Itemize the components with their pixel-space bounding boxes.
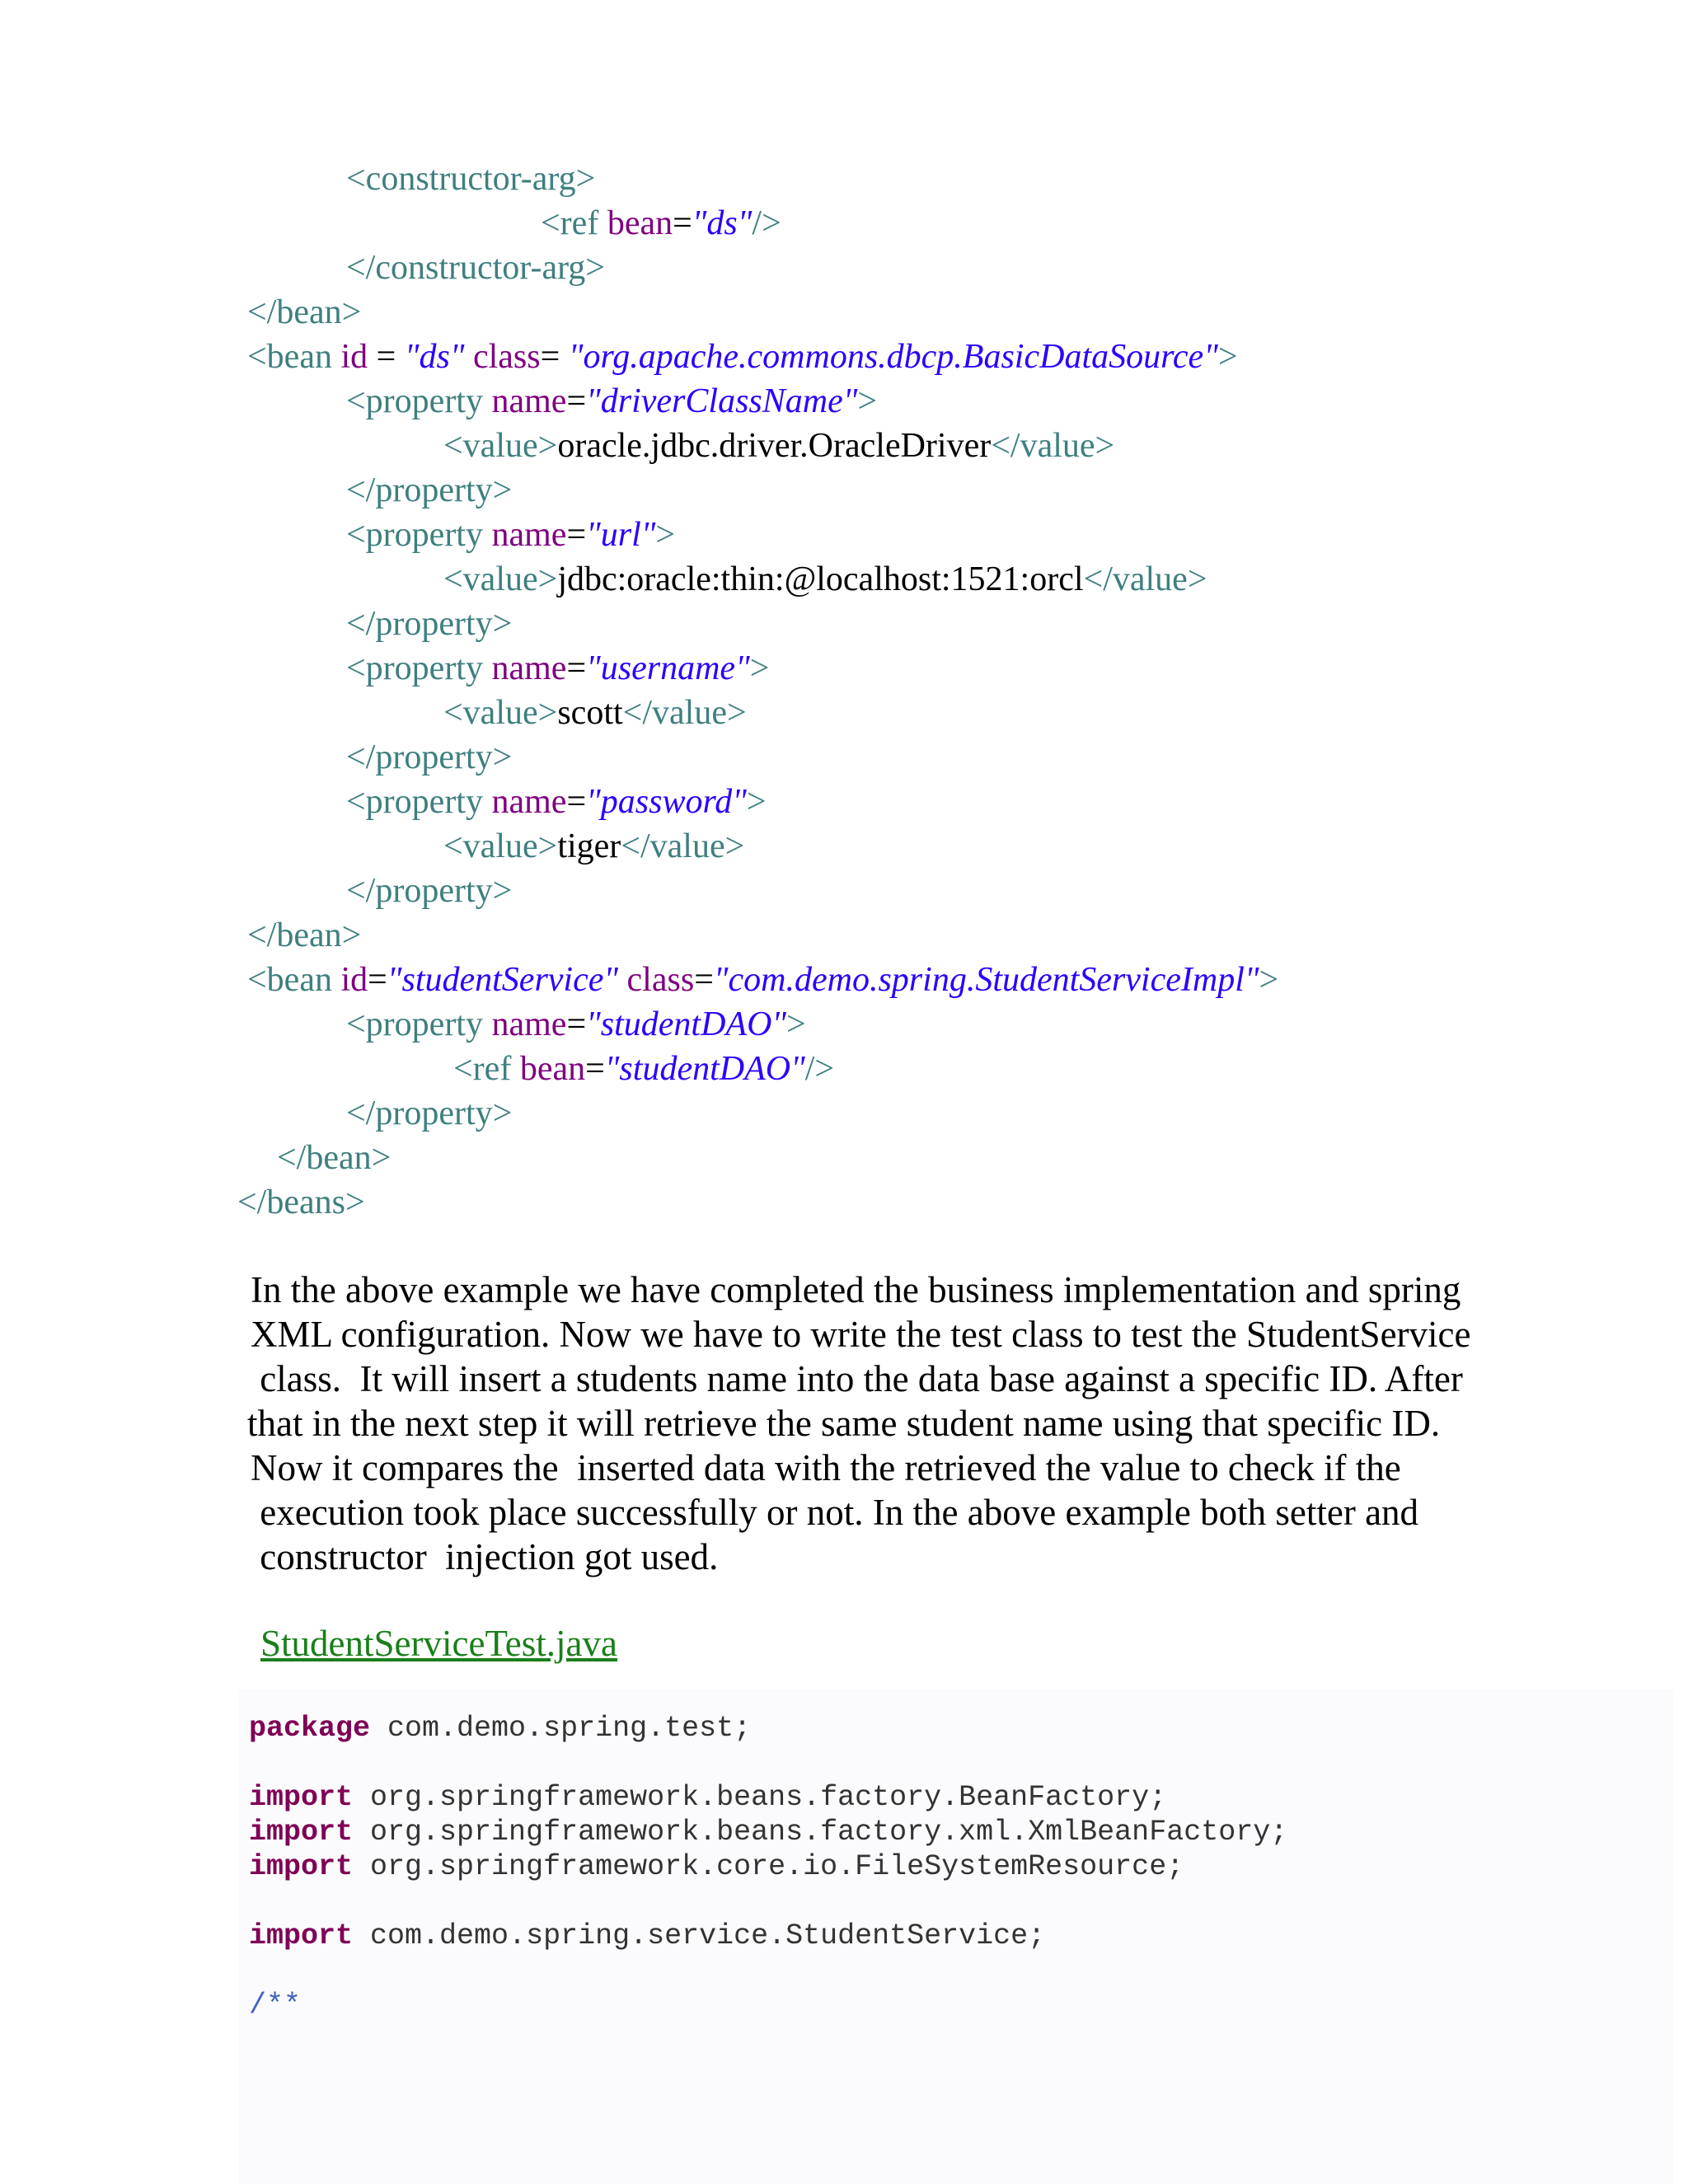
- xml-token: <bean: [247, 338, 341, 376]
- xml-token: </value>: [622, 694, 747, 732]
- xml-line: [346, 468, 512, 513]
- xml-token: =: [566, 1005, 587, 1043]
- code-token: import: [249, 1919, 354, 1952]
- xml-token: bean: [607, 204, 673, 242]
- xml-line: [541, 201, 781, 246]
- xml-line: [247, 958, 1278, 1002]
- code-line: [249, 1919, 1045, 1953]
- xml-token: />: [804, 1050, 835, 1088]
- xml-token: id: [340, 961, 368, 999]
- xml-token: "studentDAO": [586, 1005, 787, 1043]
- xml-token: >: [1217, 338, 1238, 376]
- code-line: [249, 1988, 301, 2022]
- xml-token: name: [491, 649, 567, 687]
- paragraph-line: Now it compares the inserted data with the retrieved the value to check if the: [251, 1447, 1401, 1488]
- xml-token: </beans>: [237, 1183, 365, 1221]
- xml-token: <ref: [541, 204, 607, 242]
- xml-token: <value>: [443, 427, 558, 465]
- xml-token: =: [566, 382, 587, 420]
- code-token: package: [249, 1712, 371, 1745]
- code-token: import: [249, 1816, 354, 1849]
- xml-line: [453, 1047, 834, 1091]
- xml-token: =: [368, 338, 405, 376]
- code-token: com.demo.spring.service.StudentService;: [353, 1919, 1046, 1952]
- xml-token: <value>: [443, 827, 558, 865]
- paragraph-line: execution took place successfully or not. In the above example both setter and: [251, 1492, 1419, 1533]
- xml-token: "username": [586, 649, 750, 687]
- xml-line: [346, 735, 512, 780]
- xml-token: name: [491, 382, 567, 420]
- code-token: import: [249, 1781, 354, 1814]
- xml-line: [443, 557, 1207, 602]
- xml-token: =: [566, 649, 587, 687]
- xml-token: </property>: [346, 605, 513, 643]
- xml-token: <constructor-arg>: [346, 160, 596, 198]
- xml-token: >: [655, 516, 676, 554]
- xml-line: [346, 157, 595, 201]
- xml-token: class: [618, 961, 695, 999]
- xml-line: [443, 824, 744, 869]
- java-code-listing: [239, 1690, 1673, 2184]
- xml-token: jdbc:oracle:thin:@localhost:1521:orcl: [557, 560, 1084, 598]
- xml-line: [247, 290, 361, 335]
- code-token: /**: [249, 1989, 302, 2022]
- xml-token: />: [752, 204, 781, 242]
- xml-token: >: [749, 649, 770, 687]
- xml-line: [443, 691, 747, 735]
- xml-token: "url": [586, 516, 656, 554]
- paragraph-line: XML configuration. Now we have to write the test class to test the StudentService: [251, 1314, 1471, 1355]
- xml-line: [346, 602, 512, 646]
- xml-token: =: [540, 338, 569, 376]
- xml-line: [247, 335, 1238, 379]
- file-name-link[interactable]: StudentServiceTest.java: [260, 1623, 617, 1664]
- code-line: [249, 1711, 751, 1746]
- xml-token: "ds": [692, 204, 753, 242]
- xml-token: name: [491, 783, 567, 821]
- xml-token: </bean>: [247, 293, 362, 331]
- xml-token: </value>: [1083, 560, 1207, 598]
- xml-token: =: [566, 783, 587, 821]
- xml-token: >: [857, 382, 878, 420]
- xml-line: [346, 246, 605, 290]
- xml-token: oracle.jdbc.driver.OracleDriver: [557, 427, 992, 465]
- xml-line: [277, 1136, 391, 1180]
- xml-token: "org.apache.commons.dbcp.BasicDataSource": [568, 338, 1218, 376]
- paragraph-line: In the above example we have completed the business implementation and spring: [251, 1269, 1461, 1310]
- xml-token: >: [746, 783, 767, 821]
- xml-token: </bean>: [277, 1139, 392, 1177]
- xml-line: [346, 513, 675, 557]
- paragraph-line: class. It will insert a students name into the data base against a specific ID. After: [251, 1358, 1463, 1399]
- code-line: [249, 1815, 1287, 1849]
- code-token: com.demo.spring.test;: [370, 1712, 752, 1745]
- xml-token: =: [585, 1050, 605, 1088]
- code-token: import: [249, 1850, 354, 1883]
- xml-token: scott: [557, 694, 623, 732]
- xml-token: >: [1259, 961, 1279, 999]
- xml-token: <property: [346, 516, 492, 554]
- xml-token: "com.demo.spring.StudentServiceImpl": [713, 961, 1259, 999]
- xml-token: =: [673, 204, 692, 242]
- xml-token: <value>: [443, 560, 558, 598]
- xml-token: bean: [519, 1050, 586, 1088]
- xml-token: tiger: [557, 827, 621, 865]
- xml-token: </property>: [346, 738, 513, 776]
- xml-token: "password": [586, 783, 747, 821]
- code-token: org.springframework.beans.factory.BeanFactory;: [353, 1781, 1167, 1814]
- xml-token: "driverClassName": [586, 382, 858, 420]
- xml-line: [346, 1091, 512, 1136]
- code-line: [249, 1849, 1184, 1884]
- xml-token: <bean: [247, 961, 341, 999]
- xml-token: <ref: [453, 1050, 520, 1088]
- paragraph-line: that in the next step it will retrieve the same student name using that specific ID.: [247, 1403, 1441, 1444]
- xml-line: [247, 913, 361, 958]
- xml-token: =: [566, 516, 587, 554]
- xml-token: class: [464, 338, 541, 376]
- code-line: [249, 1780, 1166, 1815]
- xml-line: [443, 424, 1114, 468]
- xml-token: </bean>: [247, 916, 362, 954]
- xml-token: </value>: [621, 827, 745, 865]
- code-token: org.springframework.core.io.FileSystemResource;: [353, 1850, 1184, 1883]
- xml-token: </constructor-arg>: [346, 249, 605, 287]
- xml-token: =: [368, 961, 387, 999]
- code-token: org.springframework.beans.factory.xml.XmlBeanFactory;: [353, 1816, 1288, 1849]
- xml-line: [346, 780, 767, 824]
- xml-token: <property: [346, 1005, 492, 1043]
- paragraph-line: constructor injection got used.: [251, 1536, 719, 1577]
- xml-token: </property>: [346, 1094, 513, 1132]
- xml-token: <property: [346, 649, 492, 687]
- xml-token: "studentDAO": [604, 1050, 805, 1088]
- xml-token: </property>: [346, 872, 513, 910]
- xml-token: <property: [346, 382, 492, 420]
- xml-token: name: [491, 1005, 567, 1043]
- xml-token: id: [340, 338, 368, 376]
- xml-line: [346, 869, 512, 913]
- xml-line: [346, 379, 877, 424]
- xml-token: <value>: [443, 694, 558, 732]
- xml-token: name: [491, 516, 567, 554]
- xml-line: [237, 1180, 365, 1225]
- xml-token: =: [694, 961, 714, 999]
- xml-token: "studentService": [387, 961, 619, 999]
- xml-line: [346, 646, 769, 691]
- xml-token: "ds": [404, 338, 465, 376]
- xml-token: <property: [346, 783, 492, 821]
- xml-token: </value>: [991, 427, 1115, 465]
- xml-line: [346, 1002, 806, 1047]
- xml-token: >: [786, 1005, 806, 1043]
- xml-token: </property>: [346, 471, 513, 509]
